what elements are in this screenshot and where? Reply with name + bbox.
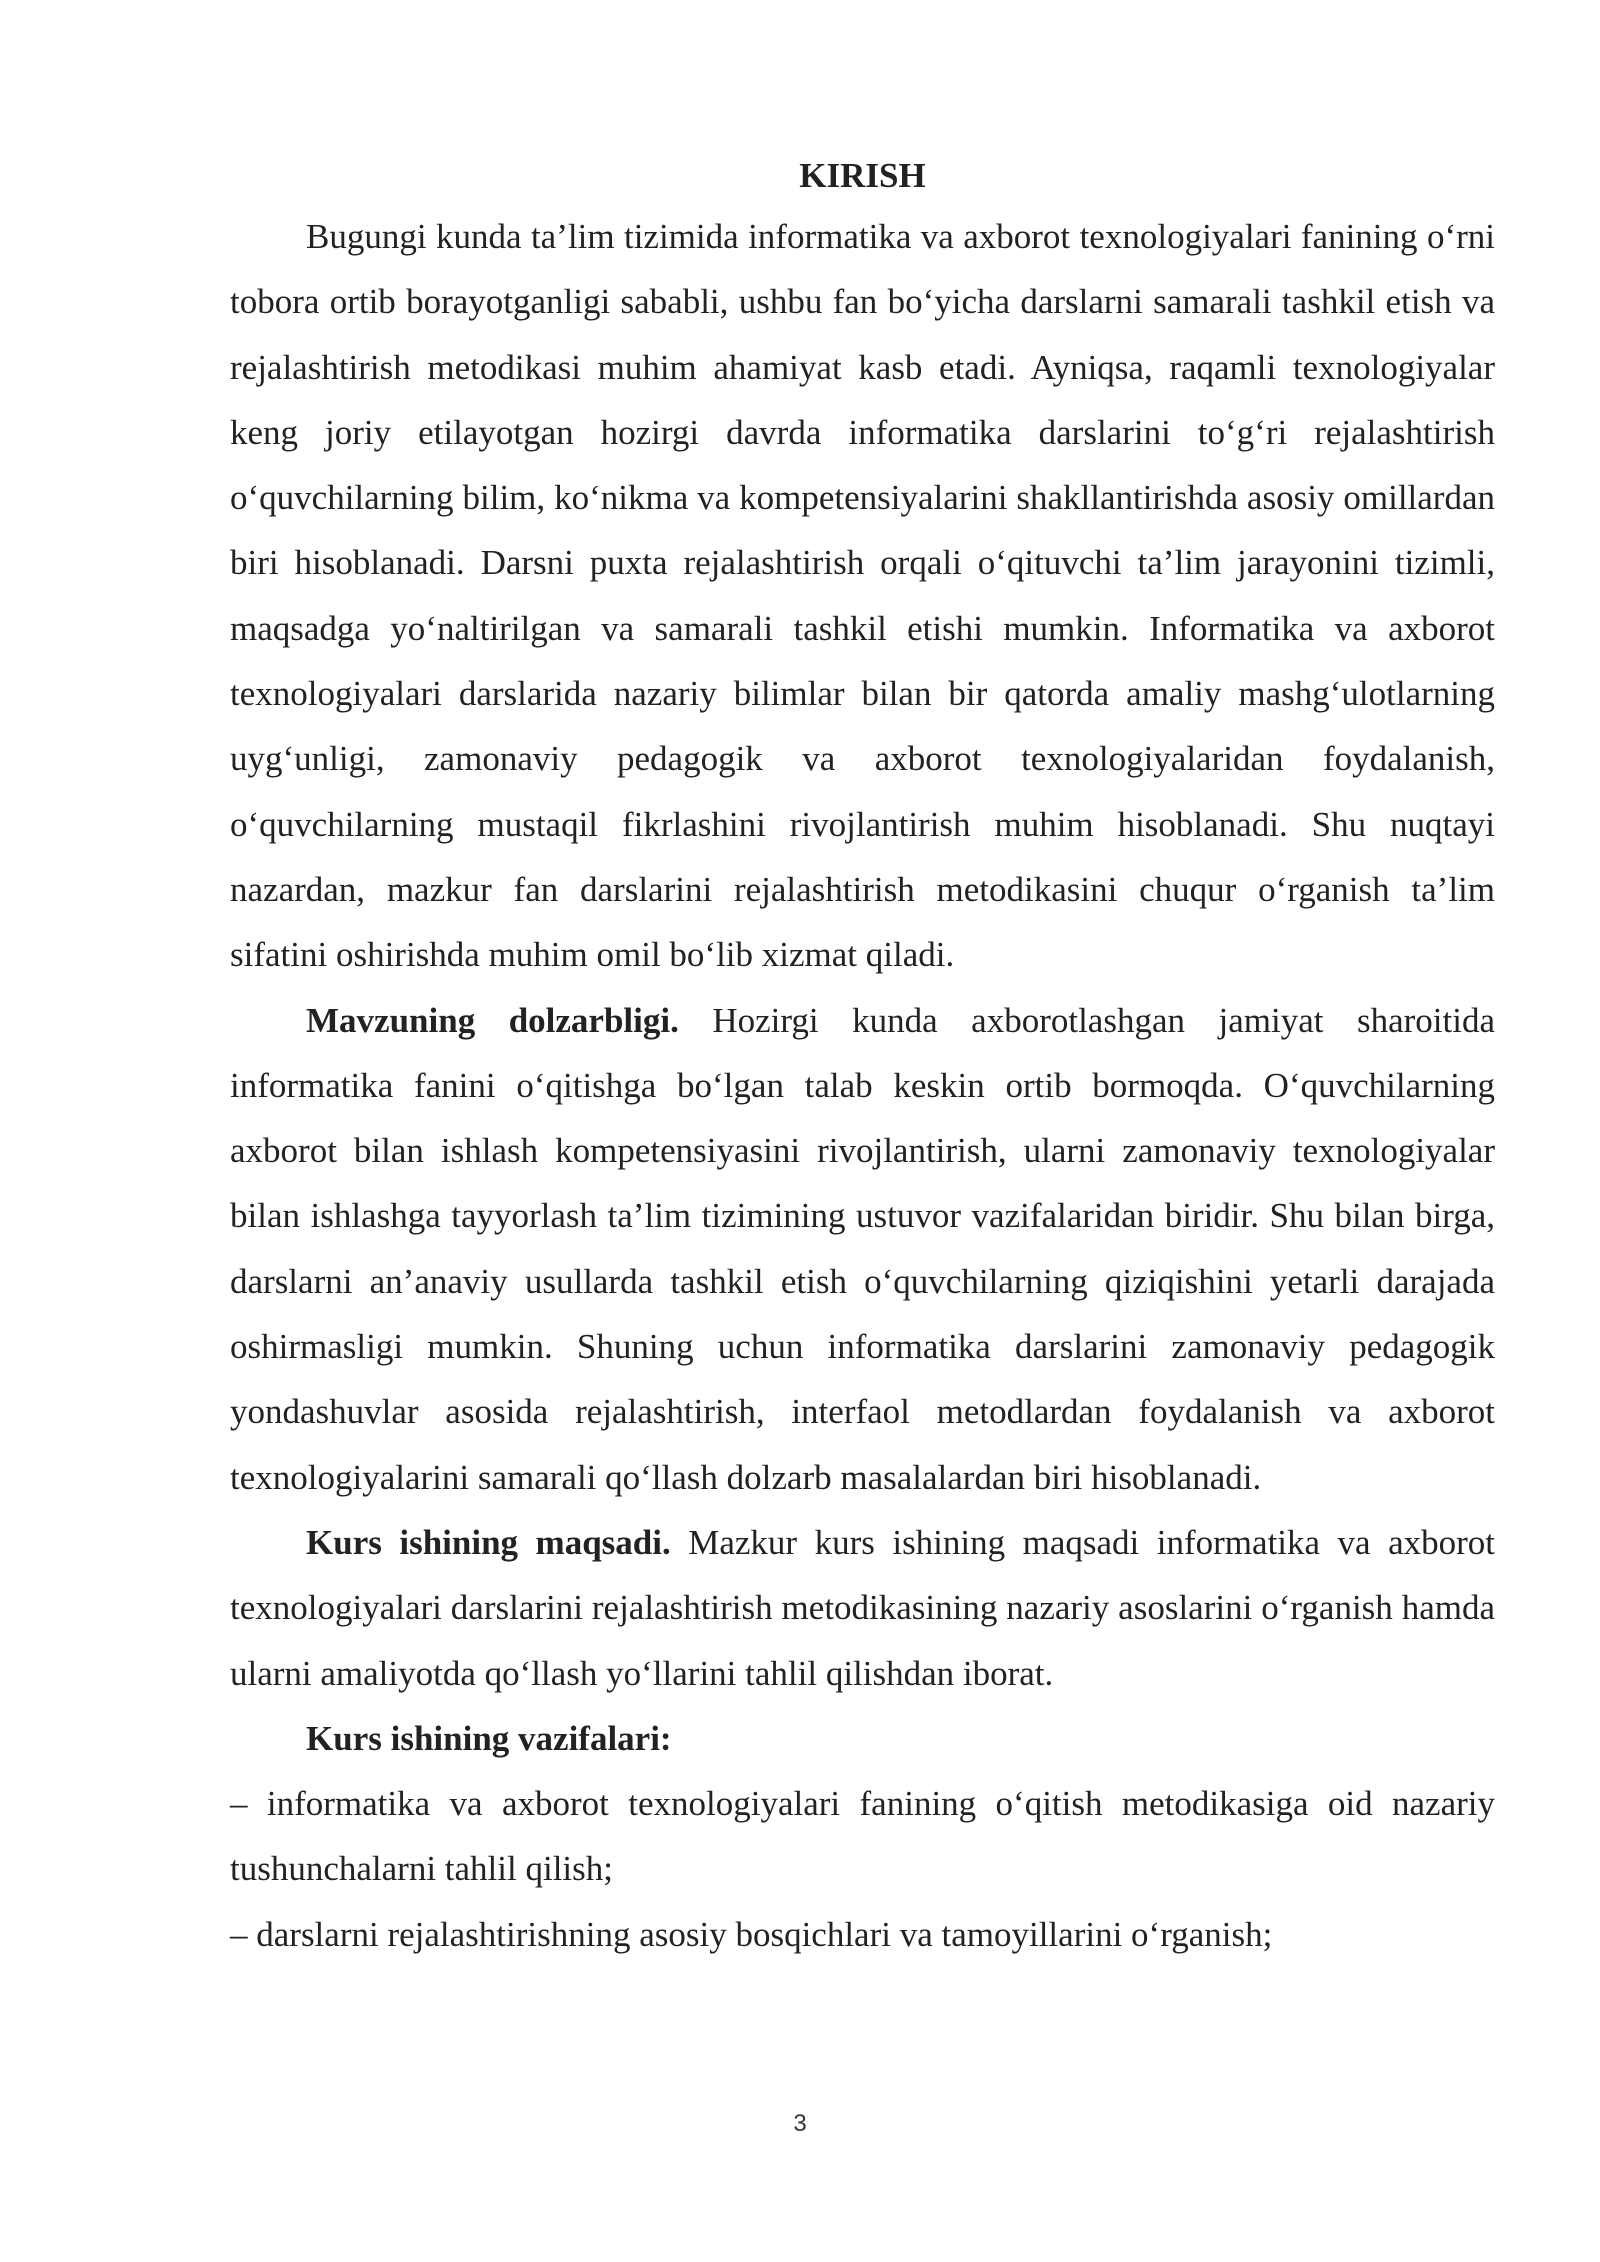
intro-paragraph: Bugungi kunda ta’lim tizimida informatika va axborot texnologiyalari fanining o‘rni tobora ortib borayotganligi sababli, ushbu fan bo‘yicha darslarni samarali tashkil etish va rejalashtirish metodikasi muhim ahamiyat kasb etadi. Ayniqsa, raqamli texnologiyalar keng joriy etilayotgan hozirgi davrda informatika darslarini to‘g‘ri rejalashtirish o‘quvchilarning bilim, ko‘nikma va kompetensiyalarini shakllantirishda asosiy omillardan biri hisoblanadi. Darsni puxta rejalashtirish orqali o‘qituvchi ta’lim jarayonini tizimli, maqsadga yo‘naltirilgan va samarali tashkil etishi mumkin. Informatika va axborot texnologiyalari darslarida nazariy bilimlar bilan bir qatorda amaliy mashg‘ulotlarning uyg‘unligi, zamonaviy pedagogik va axborot texnologiyalaridan foydalanish, o‘quvchilarning mustaqil fikrlashini rivojlantirish muhim hisoblanadi. Shu nuqtayi nazardan, mazkur fan darslarini rejalashtirish metodikasini chuqur o‘rganish ta’lim sifatini oshirishda muhim omil bo‘lib xizmat qiladi.	[230, 217, 1495, 975]
goal-label: Kurs ishining maqsadi.	[306, 1522, 671, 1562]
goal-paragraph	[230, 1510, 1495, 1706]
page-heading: KIRISH	[799, 156, 926, 195]
tasks-list	[230, 1771, 1495, 1967]
tasks-heading-paragraph	[230, 1706, 1495, 1771]
list-item: – darslarni rejalashtirishning asosiy bosqichlari va tamoyillarini o‘rganish;	[230, 1914, 1273, 1954]
relevance-paragraph	[230, 988, 1495, 1510]
relevance-label: Mavzuning dolzarbligi.	[306, 1000, 679, 1040]
goal-text: Mazkur kurs ishining maqsadi informatika va axborot texnologiyalari darslarini rejalashtirish metodikasining nazariy asoslarini o‘rganish hamda ularni amaliyotda qo‘llash yo‘llarini tahlil qilishdan iborat.	[230, 1522, 1495, 1693]
page-content	[230, 148, 1495, 1967]
tasks-label: Kurs ishining vazifalari:	[306, 1718, 672, 1758]
page-number: 3	[793, 2110, 807, 2137]
list-item: – informatika va axborot texnologiyalari fanining o‘qitish metodikasiga oid nazariy tushunchalarni tahlil qilish;	[230, 1784, 1495, 1889]
relevance-text: Hozirgi kunda axborotlashgan jamiyat sharoitida informatika fanini o‘qitishga bo‘lgan talab keskin ortib bormoqda. O‘quvchilarning axborot bilan ishlash kompetensiyasini rivojlantirish, ularni zamonaviy texnologiyalar bilan ishlashga tayyorlash ta’lim tizimining ustuvor vazifalaridan biridir. Shu bilan birga, darslarni an’anaviy usullarda tashkil etish o‘quvchilarning qiziqishini yetarli darajada oshirmasligi mumkin. Shuning uchun informatika darslarini zamonaviy pedagogik yondashuvlar asosida rejalashtirish, interfaol metodlardan foydalanish va axborot texnologiyalarini samarali qo‘llash dolzarb masalalardan biri hisoblanadi.	[230, 1000, 1495, 1497]
